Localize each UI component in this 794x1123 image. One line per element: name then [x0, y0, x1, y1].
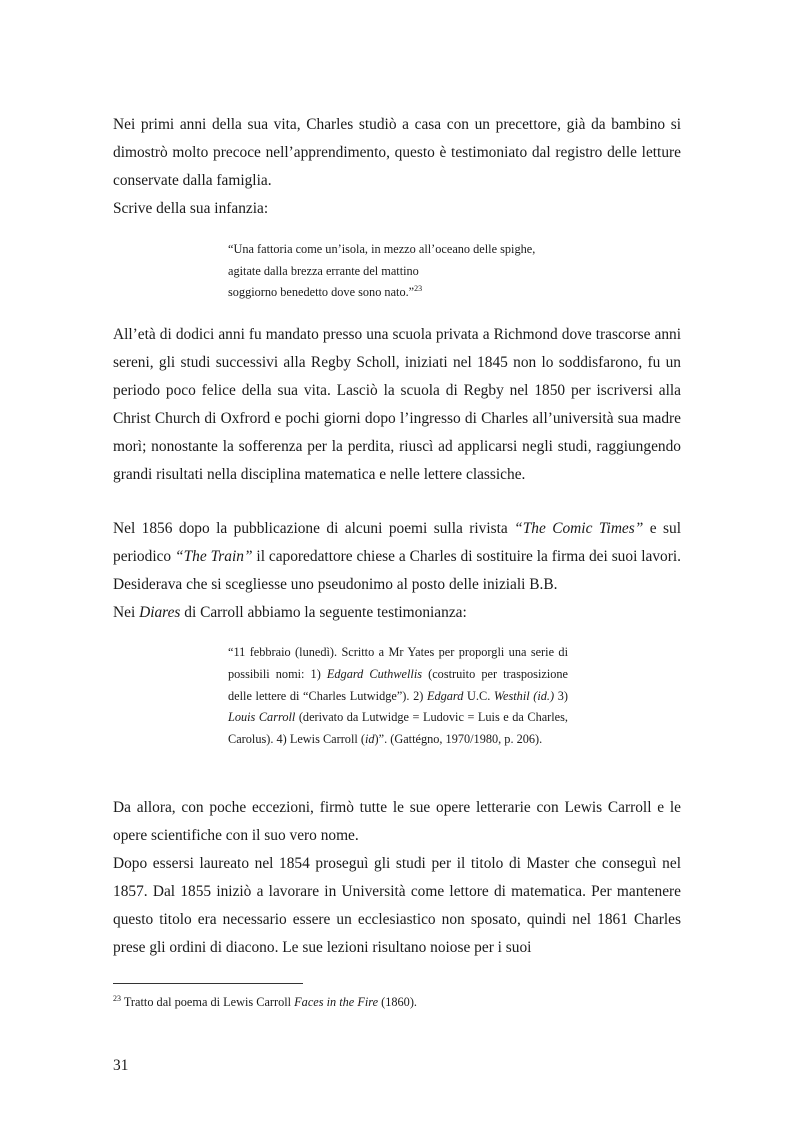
poem-quote: [228, 239, 568, 304]
paragraph-signature: Da allora, con poche eccezioni, firmò tutte le sue opere letterarie con Lewis Carroll e le opere scientifiche con il suo vero nome.: [113, 799, 681, 844]
diary-quote: “11 febbraio (lunedì). Scritto a Mr Yates per proporgli una serie di possibili nomi: 1) Edgard Cuthwellis (costruito per trasposizione delle lettere di “Charles Lutwidge”). 2) Edgard U.C. Westhil (id.) 3) Louis Carroll (derivato da Lutwidge = Ludovic = Luis e da Charles, Carolus). 4) Lewis Carroll (id)”. (Gattégno, 1970/1980, p. 206).: [228, 645, 569, 747]
paragraph-school-years: All’età di dodici anni fu mandato presso una scuola privata a Richmond dove trascorse anni sereni, gli studi successivi alla Regby Scholl, iniziati nel 1845 non lo soddisfarono, fu un periodo poco felice della sua vita. Lasciò la scuola di Regby nel 1850 per iscriversi alla Christ Church di Oxfrord e pochi giorni dopo l’ingresso di Charles all’università sua madre morì; nonostante la sofferenza per la perdita, riuscì ad applicarsi negli studi, raggiungendo grandi risultati nella disciplina matematica e nelle lettere classiche.: [113, 326, 681, 483]
poem-line: “Una fattoria come un’isola, in mezzo all’oceano delle spighe,: [228, 242, 536, 256]
paragraph-diaries-intro: Nei Diares di Carroll abbiamo la seguente testimonianza:: [113, 604, 467, 621]
poem-line: agitate dalla brezza errante del mattino: [228, 263, 419, 278]
footnote-divider: [113, 983, 303, 984]
paragraph-career: Dopo essersi laureato nel 1854 proseguì gli studi per il titolo di Master che conseguì nel 1857. Dal 1855 iniziò a lavorare in Università come lettore di matematica. Per mantenere questo titolo era necessario essere un ecclesiastico non sposato, quindi nel 1861 Charles prese gli ordini di diacono. Le sue lezioni risultano noiose per i suoi: [113, 855, 681, 956]
poem-line: soggiorno benedetto dove sono nato.”$^{23}$: [228, 283, 423, 299]
footnote-ref: 23: [414, 283, 423, 293]
paragraph-pseudonym: Nel 1856 dopo la pubblicazione di alcuni poemi sulla rivista “The Comic Times” e sul periodico “The Train” il caporedattore chiese a Charles di sostituire la firma dei suoi lavori. Desiderava che si scegliesse uno pseudonimo al posto delle iniziali B.B.: [113, 520, 682, 593]
book-title: Diares: [139, 604, 181, 621]
journal-title: “The Train”: [175, 548, 253, 565]
footnote: $^{23}$ Tratto dal poema di Lewis Carroll Faces in the Fire (1860).: [113, 993, 417, 1009]
paragraph-childhood-intro: Scrive della sua infanzia:: [113, 200, 269, 217]
page-number: 31: [113, 1057, 129, 1074]
journal-title: “The Comic Times”: [514, 520, 644, 537]
footnote-title: Faces in the Fire: [294, 995, 379, 1009]
paragraph-early-life: Nei primi anni della sua vita, Charles studiò a casa con un precettore, già da bambino si dimostrò molto precoce nell’apprendimento, questo è testimoniato dal registro delle letture conservate dalla famiglia.: [113, 116, 681, 189]
footnote-number: 23: [113, 993, 121, 1003]
